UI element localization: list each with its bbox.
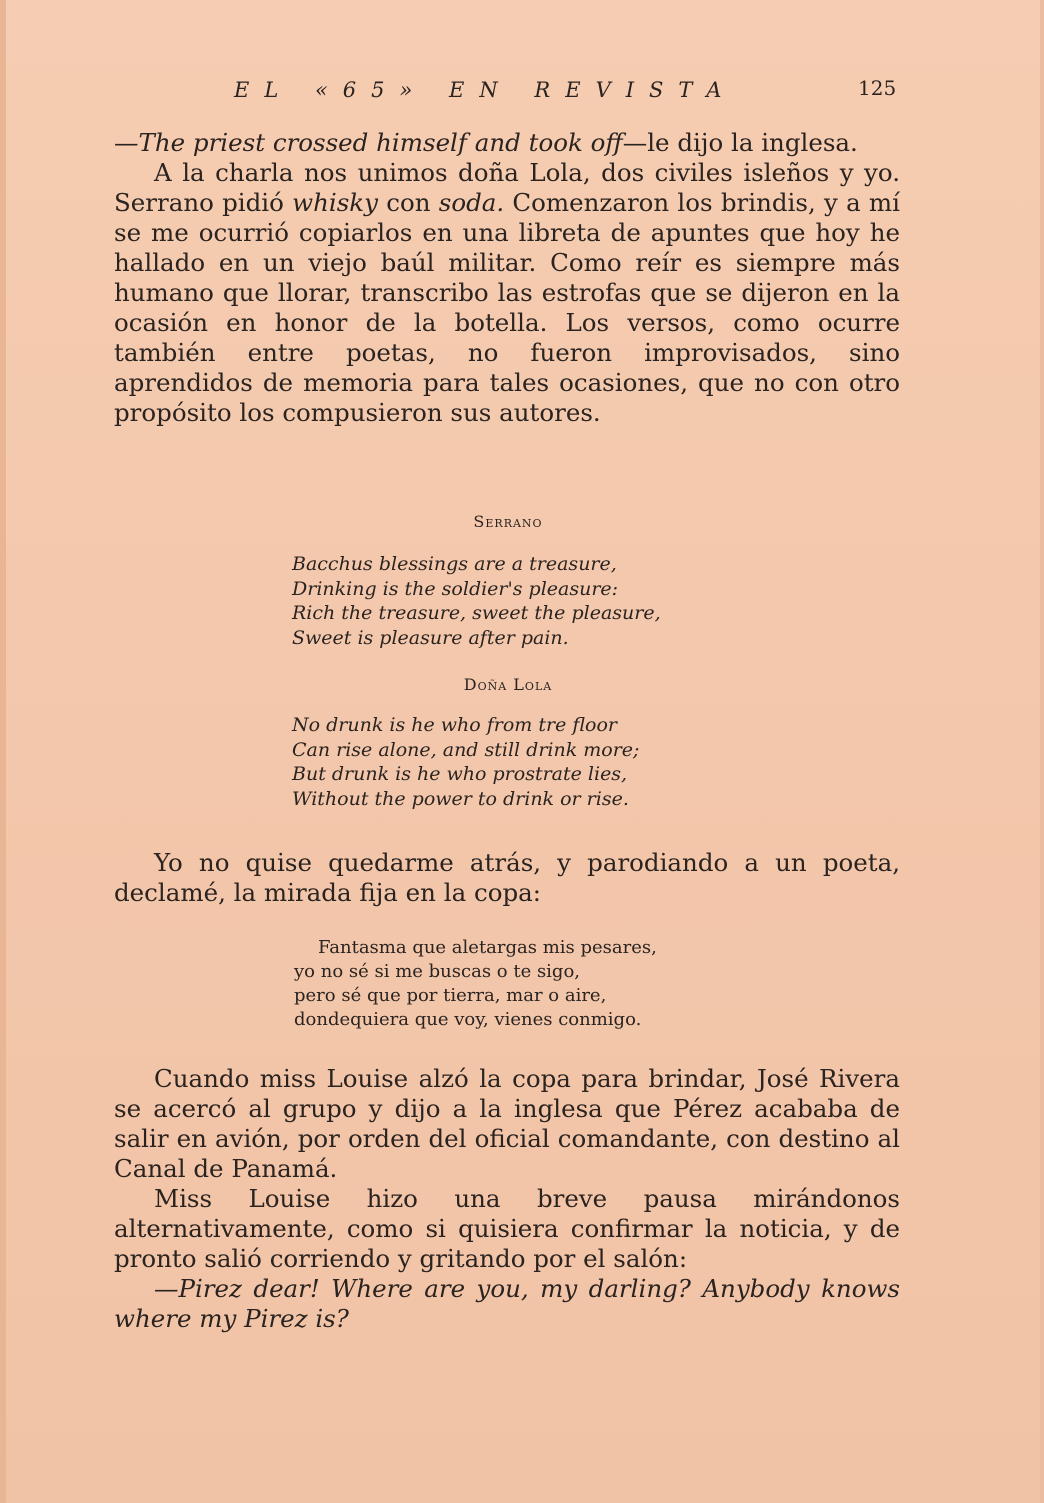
paragraph-charla-part2: con: [378, 188, 439, 217]
verse-line: Can rise alone, and still drink more;: [292, 738, 640, 761]
verse-line: Without the power to drink or rise.: [292, 787, 629, 810]
verse-parody: [294, 936, 657, 1032]
paragraph-louise: Cuando miss Louise alzó la copa para brindar, José Rivera se acercó al grupo y dijo a la inglesa que Pérez acababa de salir en avión, por orden del oficial comandante, con destino al Canal de Panamá.: [114, 1064, 900, 1183]
paragraph-charla-part1: A la charla nos unimos doña Lola, dos civiles isleños y yo. Serrano pidió: [114, 158, 900, 217]
running-title: EL «65» EN REVISTA: [234, 78, 737, 102]
verse-line: dondequiera que voy, vienes conmigo.: [294, 1009, 642, 1030]
word-soda: soda.: [438, 188, 505, 217]
verse-line: Fantasma que aletargas mis pesares,: [318, 937, 657, 958]
verse-line: Drinking is the soldier's pleasure:: [292, 577, 619, 600]
paragraph-quote: [114, 128, 900, 158]
quote-attribution: —le dijo la inglesa.: [622, 128, 858, 157]
paragraph-pirez: [114, 1274, 900, 1334]
verse-line: yo no sé si me buscas o te sigo,: [294, 961, 581, 982]
page-number: 125: [858, 76, 897, 100]
speaker-serrano: Serrano: [473, 512, 543, 531]
verse-dona-lola: [292, 713, 639, 811]
speaker-dona-lola: Doña Lola: [463, 675, 553, 694]
paragraph-charla-part3: Comenzaron los brindis, y a mí se me ocurrió copiarlos en una libreta de apuntes que hoy he hallado en un viejo baúl militar. Como reír es siempre más humano que llorar, transcribo las estrofas que se dijeron en la ocasión en honor de la botella. Los versos, como ocurre también entre poetas, no fueron improvisados, sino aprendidos de memoria para tales ocasiones, que no con otro propósito los compusieron sus autores.: [114, 188, 900, 427]
paragraph-parodia: Yo no quise quedarme atrás, y parodiando a un poeta, declamé, la mirada fija en la copa:: [114, 848, 900, 907]
closing-text: [114, 1064, 900, 1334]
english-cry: —Pirez dear! Where are you, my darling? Anybody knows where my Pirez is?: [114, 1274, 900, 1333]
paragraph-charla: [114, 158, 900, 428]
verse-line: Sweet is pleasure after pain.: [292, 626, 569, 649]
verse-line: But drunk is he who prostrate lies,: [292, 763, 628, 785]
verse-serrano: [292, 552, 661, 650]
paragraph-pausa: Miss Louise hizo una breve pausa mirándonos alternativamente, como si quisiera confirmar la noticia, y de pronto salió corriendo y gritando por el salón:: [114, 1184, 900, 1273]
verse-line: No drunk is he who from tre floor: [292, 714, 617, 736]
word-whisky: whisky: [292, 188, 378, 217]
middle-text: [114, 848, 900, 908]
opening-text: [114, 128, 900, 428]
verse-line: pero sé que por tierra, mar o aire,: [294, 985, 607, 1006]
verse-line: Rich the treasure, sweet the pleasure,: [292, 602, 661, 624]
english-quote: —The priest crossed himself and took off: [114, 128, 623, 157]
verse-line: Bacchus blessings are a treasure,: [292, 553, 617, 575]
